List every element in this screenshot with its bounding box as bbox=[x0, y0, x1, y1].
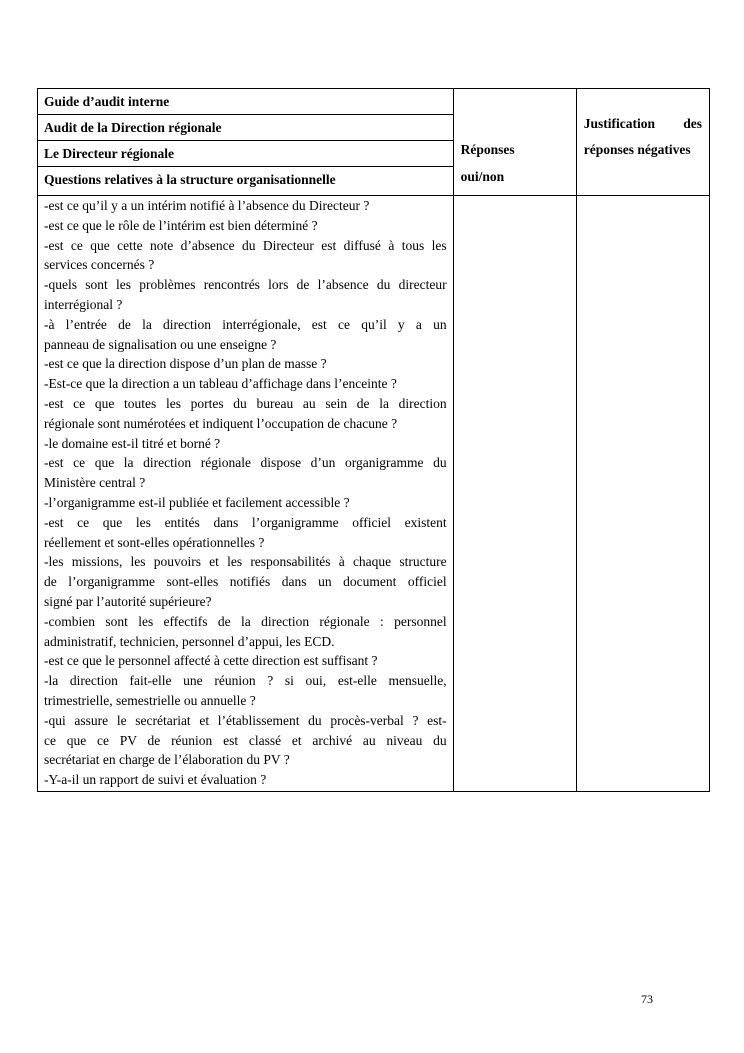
question-line: -est ce que les entités dans l’organigramme officiel existent bbox=[44, 514, 447, 530]
question-line: -l’organigramme est-il publiée et facilement accessible ? bbox=[44, 494, 350, 510]
question-line: secrétariat en charge de l’élaboration du PV ? bbox=[44, 752, 290, 768]
questions-row bbox=[38, 196, 710, 792]
question-item bbox=[44, 651, 447, 671]
question-item bbox=[44, 711, 447, 770]
question-line: -est ce que la direction dispose d’un plan de masse ? bbox=[44, 356, 327, 372]
question-item bbox=[44, 493, 447, 513]
question-item bbox=[44, 453, 447, 493]
question-item bbox=[44, 770, 447, 790]
question-item bbox=[44, 315, 447, 355]
question-line: -à l’entrée de la direction interrégionale, est ce qu’il y a un bbox=[44, 316, 447, 332]
question-item bbox=[44, 513, 447, 553]
question-item bbox=[44, 434, 447, 454]
question-item bbox=[44, 552, 447, 611]
responses-label-line2: oui/non bbox=[460, 169, 505, 184]
question-line: -qui assure le secrétariat et l’établissement du procès-verbal ? est- bbox=[44, 712, 447, 728]
question-line: -est ce que toutes les portes du bureau au sein de la direction bbox=[44, 395, 447, 411]
question-line: -les missions, les pouvoirs et les responsabilités à chaque structure bbox=[44, 554, 447, 570]
header-row bbox=[38, 89, 710, 196]
question-line: -quels sont les problèmes rencontrés lors de l’absence du directeur bbox=[44, 277, 447, 293]
question-item bbox=[44, 612, 447, 652]
question-line: signé par l’autorité supérieure? bbox=[44, 593, 212, 609]
question-line: -Y-a-il un rapport de suivi et évaluation ? bbox=[44, 772, 267, 788]
question-line: panneau de signalisation ou une enseigne ? bbox=[44, 336, 277, 352]
question-line: de l’organigramme sont-elles notifiés dans un document officiel bbox=[44, 574, 447, 590]
question-item bbox=[44, 196, 447, 216]
question-line: ce que ce PV de réunion est classé et archivé au niveau du bbox=[44, 732, 447, 748]
auditee-label: Le Directeur régionale bbox=[38, 141, 453, 167]
justification-answer-cell[interactable] bbox=[576, 196, 709, 792]
audit-guide-table bbox=[37, 88, 710, 792]
question-line: Ministère central ? bbox=[44, 475, 146, 491]
questions-cell bbox=[38, 196, 454, 792]
justification-label-line2: réponses négatives bbox=[583, 142, 691, 157]
responses-label bbox=[461, 136, 515, 190]
question-line: interrégional ? bbox=[44, 296, 123, 312]
header-title-cell bbox=[38, 89, 454, 196]
justification-label bbox=[584, 111, 702, 163]
section-title: Questions relatives à la structure organisationnelle bbox=[44, 172, 336, 187]
question-line: régionale sont numérotées et indiquent l’occupation de chacune ? bbox=[44, 415, 398, 431]
justification-label-line1: Justification des bbox=[583, 116, 702, 131]
question-item bbox=[44, 354, 447, 374]
question-line: -est ce qu’il y a un intérim notifié à l’absence du Directeur ? bbox=[44, 198, 370, 213]
audit-title: Audit de la Direction régionale bbox=[38, 115, 453, 141]
question-line: -la direction fait-elle une réunion ? si oui, est-elle mensuelle, bbox=[44, 673, 447, 689]
responses-header-cell bbox=[453, 89, 576, 196]
question-line: administratif, technicien, personnel d’appui, les ECD. bbox=[44, 633, 335, 649]
responses-answer-cell[interactable] bbox=[453, 196, 576, 792]
question-line: -Est-ce que la direction a un tableau d’affichage dans l’enceinte ? bbox=[44, 376, 397, 392]
question-line: réellement et sont-elles opérationnelles ? bbox=[44, 534, 265, 550]
question-item bbox=[44, 671, 447, 711]
question-line: trimestrielle, semestrielle ou annuelle ? bbox=[44, 692, 256, 708]
page-number: 73 bbox=[641, 992, 653, 1006]
question-item bbox=[44, 216, 447, 236]
question-item bbox=[44, 236, 447, 276]
question-line: services concernés ? bbox=[44, 257, 155, 273]
responses-label-line1: Réponses bbox=[460, 142, 515, 157]
question-line: -est ce que cette note d’absence du Directeur est diffusé à tous les bbox=[44, 237, 447, 253]
question-line: -est ce que le personnel affecté à cette direction est suffisant ? bbox=[44, 653, 378, 669]
question-line: -le domaine est-il titré et borné ? bbox=[44, 435, 221, 451]
question-item bbox=[44, 374, 447, 394]
questions-list bbox=[38, 196, 453, 791]
question-item bbox=[44, 394, 447, 434]
question-item bbox=[44, 275, 447, 315]
question-line: -est ce que la direction régionale dispose d’un organigramme du bbox=[44, 455, 447, 471]
question-line: -combien sont les effectifs de la direction régionale : personnel bbox=[44, 613, 447, 629]
question-line: -est ce que le rôle de l’intérim est bien déterminé ? bbox=[44, 217, 318, 233]
guide-title: Guide d’audit interne bbox=[38, 89, 453, 115]
justification-header-cell bbox=[576, 89, 709, 196]
